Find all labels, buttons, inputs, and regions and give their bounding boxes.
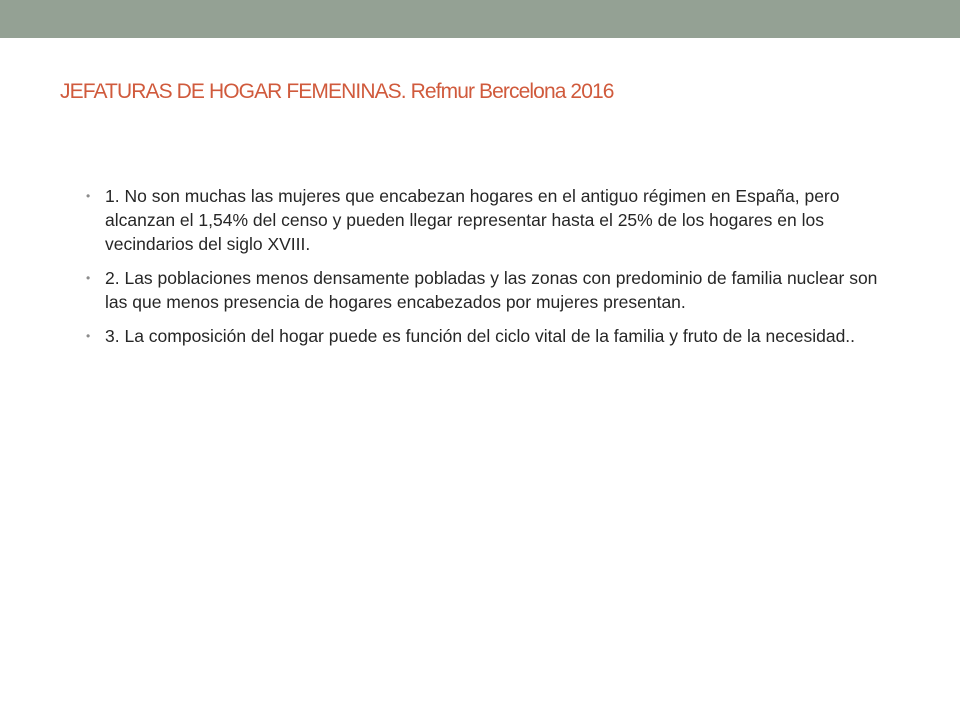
bullet-item — [86, 184, 902, 256]
bullet-dot-icon: • — [86, 189, 91, 203]
bullet-list — [86, 184, 902, 358]
bullet-item — [86, 266, 902, 314]
bullet-item — [86, 324, 902, 348]
slide-title: JEFATURAS DE HOGAR FEMENINAS. Refmur Bercelona 2016 — [60, 80, 614, 103]
top-accent-bar — [0, 0, 960, 38]
bullet-dot-icon: • — [86, 329, 91, 343]
bullet-text: 1. No son muchas las mujeres que encabezan hogares en el antiguo régimen en España, pero alcanzan el 1,54% del censo y pueden llegar representar hasta el 25% de los hogares en los vecindarios del siglo XVIII. — [105, 186, 840, 254]
bullet-text: 2. Las poblaciones menos densamente pobladas y las zonas con predominio de familia nuclear son las que menos presencia de hogares encabezados por mujeres presentan. — [105, 268, 878, 312]
bullet-text: 3. La composición del hogar puede es función del ciclo vital de la familia y fruto de la necesidad.. — [105, 326, 856, 346]
bullet-dot-icon: • — [86, 271, 91, 285]
